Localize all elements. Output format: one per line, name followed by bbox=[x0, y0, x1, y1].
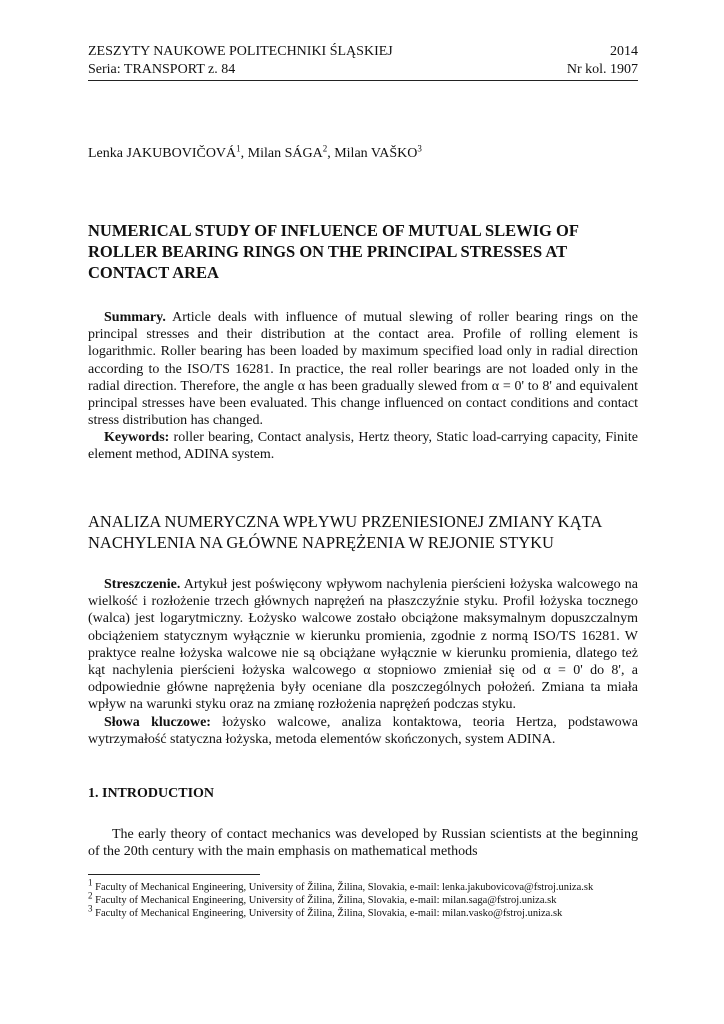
author-name: Lenka JAKUBOVIČOVÁ bbox=[88, 146, 237, 161]
streszczenie-paragraph bbox=[88, 576, 638, 714]
journal-year: 2014 bbox=[610, 44, 638, 59]
slowa-kluczowe-label: Słowa kluczowe: bbox=[104, 715, 211, 730]
author-affiliation-mark: 3 bbox=[417, 143, 422, 154]
header-divider bbox=[88, 80, 638, 81]
paper-title: NUMERICAL STUDY OF INFLUENCE OF MUTUAL SLEWIG OF ROLLER BEARING RINGS ON THE PRINCIPAL STRESSES AT CONTACT AREA bbox=[88, 221, 579, 282]
journal-series: Seria: TRANSPORT z. 84 bbox=[88, 62, 236, 77]
footnote-text: Faculty of Mechanical Engineering, University of Žilina, Žilina, Slovakia, e-mail: milan.saga@fstroj.uniza.sk bbox=[95, 895, 557, 906]
journal-name: ZESZYTY NAUKOWE POLITECHNIKI ŚLĄSKIEJ bbox=[88, 44, 393, 59]
author-name: Milan SÁGA bbox=[247, 146, 323, 161]
journal-number: Nr kol. 1907 bbox=[566, 62, 638, 77]
author-name: Milan VAŠKO bbox=[334, 146, 418, 161]
footnote-divider bbox=[88, 874, 260, 875]
footnote-mark: 2 bbox=[88, 890, 93, 901]
keywords-label: Keywords: bbox=[104, 430, 170, 445]
footnote bbox=[88, 877, 638, 894]
summary-label: Summary. bbox=[104, 310, 166, 325]
streszczenie-label: Streszczenie. bbox=[104, 577, 181, 592]
running-header-line1 bbox=[88, 44, 638, 60]
footnote-text: Faculty of Mechanical Engineering, University of Žilina, Žilina, Slovakia, e-mail: milan.vasko@fstroj.uniza.sk bbox=[95, 908, 563, 919]
footnote bbox=[88, 890, 638, 907]
author-list: Lenka JAKUBOVIČOVÁ$^1$, Milan SÁGA$^2$, Milan VAŠKO$^3$ bbox=[88, 143, 422, 161]
section-heading: 1. INTRODUCTION bbox=[88, 786, 215, 801]
polish-title: ANALIZA NUMERYCZNA WPŁYWU PRZENIESIONEJ ZMIANY KĄTA NACHYLENIA NA GŁÓWNE NAPRĘŻENIA W REJONIE STYKU bbox=[88, 512, 602, 552]
slowa-kluczowe-paragraph bbox=[88, 714, 638, 748]
footnote-mark: 3 bbox=[88, 903, 93, 914]
keywords-paragraph bbox=[88, 429, 638, 463]
introduction-paragraph: The early theory of contact mechanics was developed by Russian scientists at the beginning of the 20th century with the main emphasis on mathematical methods bbox=[88, 827, 638, 860]
running-header-line2 bbox=[88, 62, 638, 78]
footnote-mark: 1 bbox=[88, 877, 93, 888]
author-affiliation-mark: 1 bbox=[236, 143, 241, 154]
footnote-text: Faculty of Mechanical Engineering, University of Žilina, Žilina, Slovakia, e-mail: lenka.jakubovicova@fstroj.uniza.sk bbox=[95, 882, 594, 893]
footnote bbox=[88, 903, 638, 920]
author-affiliation-mark: 2 bbox=[322, 143, 328, 154]
footnotes bbox=[88, 877, 638, 920]
summary-text: Article deals with influence of mutual slewing of roller bearing rings on the principal stresses and their distribution at the contact area. Profile of rolling element is logarithmic. Roller bearing has been loaded by maximum specified load only in radial direction according to the ISO/TS 16281. In practice, the real roller bearings are not loaded only in the radial direction. Therefore, the angle α has been gradually slewed from α = 0' to 8' and equivalent principal stresses have been evaluated. This change influenced on contact conditions and contact stress distribution has changed. bbox=[88, 310, 638, 429]
summary-paragraph bbox=[88, 309, 638, 429]
slowa-kluczowe-text: łożysko walcowe, analiza kontaktowa, teoria Hertza, podstawowa wytrzymałość statyczna łożyska, metoda elementów skończonych, system ADINA. bbox=[88, 715, 639, 748]
streszczenie-text: Artykuł jest poświęcony wpływom nachylenia pierścieni łożyska walcowego na wielkość i rozłożenie trzech głównych naprężeń na płaszczyźnie styku. Profil łożyska tocznego (walca) jest logarytmiczny. Łożysko walcowe zostało obciążone maksymalnym dopuszczalnym obciążeniem statycznym wyłącznie w kierunku promienia, zgodnie z normą ISO/TS 16281. W praktyce realne łożyska walcowe nie są obciążane wyłącznie w kierunku promienia, dlatego też kąt nachylenia pierścieni łożyska walcowego α stopniowo zmieniał się od α = 0' do 8', a odpowiednie główne naprężenia były oceniane dla poszczególnych położeń. Zmiana ta miała wpływ na warunki styku oraz na zmianę rozłożenia naprężeń podczas styku. bbox=[88, 577, 639, 713]
keywords-text: roller bearing, Contact analysis, Hertz theory, Static load-carrying capacity, Finite element method, ADINA system. bbox=[88, 430, 639, 463]
